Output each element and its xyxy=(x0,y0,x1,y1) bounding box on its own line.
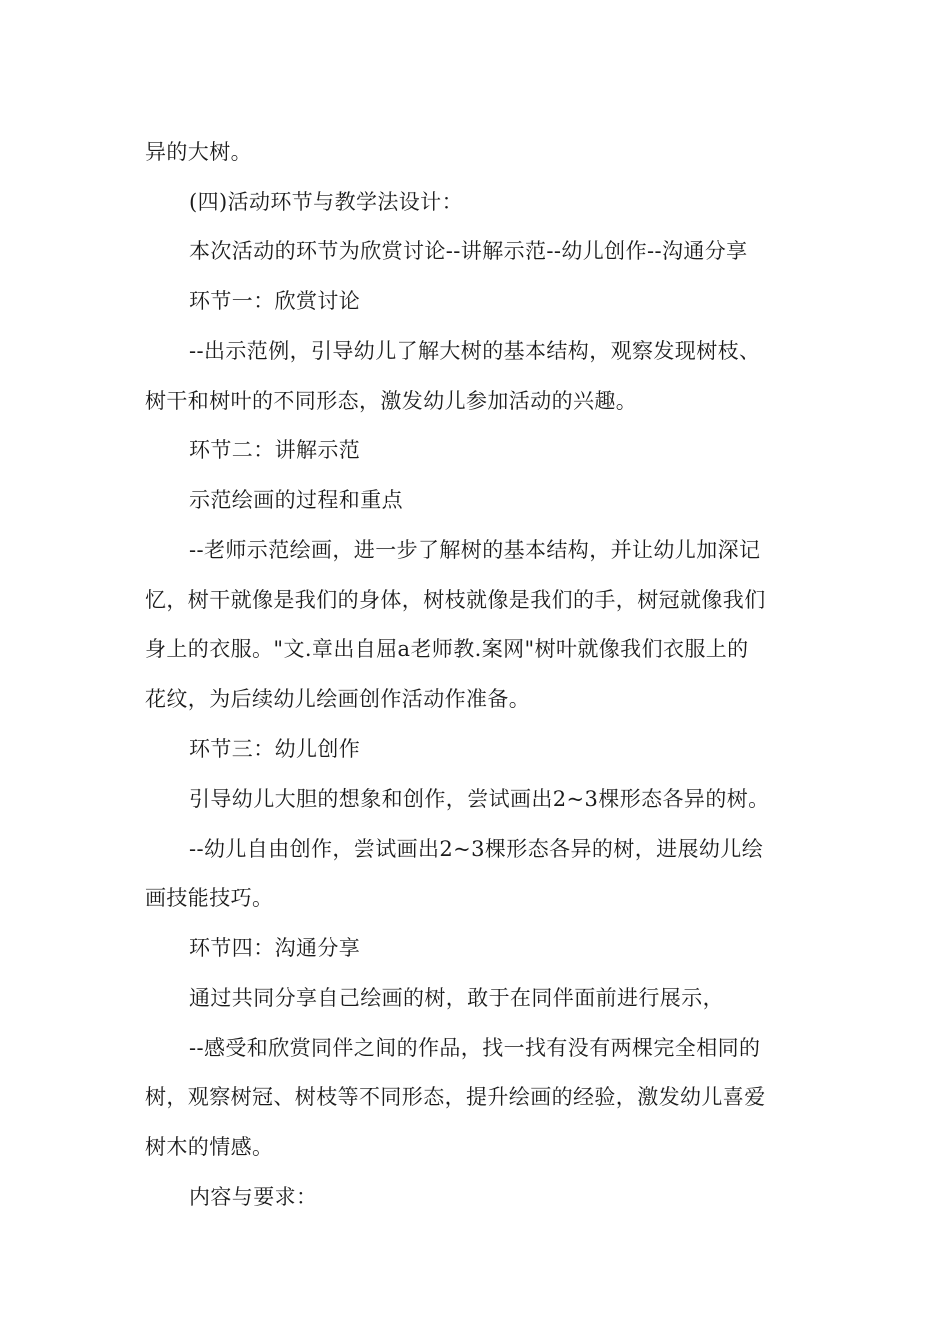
paragraph-line: 树，观察树冠、树枝等不同形态，提升绘画的经验，激发幼儿喜爱 xyxy=(145,1085,766,1109)
paragraph-line: --幼儿自由创作，尝试画出2~3棵形态各异的树，进展幼儿绘 xyxy=(189,837,764,861)
paragraph-line: 树干和树叶的不同形态，激发幼儿参加活动的兴趣。 xyxy=(145,389,638,413)
paragraph-line: --出示范例，引导幼儿了解大树的基本结构，观察发现树枝、 xyxy=(189,339,761,363)
paragraph-continuation: 异的大树。 xyxy=(145,140,252,164)
step-heading: 环节三：幼儿创作 xyxy=(189,737,361,761)
step-heading: 环节二：讲解示范 xyxy=(189,438,361,462)
paragraph-line: 树木的情感。 xyxy=(145,1135,274,1159)
paragraph-line: 引导幼儿大胆的想象和创作，尝试画出2~3棵形态各异的树。 xyxy=(189,787,770,811)
paragraph-line: 本次活动的环节为欣赏讨论--讲解示范--幼儿创作--沟通分享 xyxy=(189,239,748,263)
paragraph-line: 花纹，为后续幼儿绘画创作活动作准备。 xyxy=(145,687,531,711)
paragraph-line: --老师示范绘画，进一步了解树的基本结构，并让幼儿加深记 xyxy=(189,538,761,562)
paragraph-line: 示范绘画的过程和重点 xyxy=(189,488,403,512)
paragraph-line: 画技能技巧。 xyxy=(145,886,274,910)
paragraph-line: 通过共同分享自己绘画的树，敢于在同伴面前进行展示， xyxy=(189,986,724,1010)
paragraph-line: --感受和欣赏同伴之间的作品，找一找有没有两棵完全相同的 xyxy=(189,1036,761,1060)
section-heading: (四)活动环节与教学法设计： xyxy=(189,190,463,214)
section-heading: 内容与要求： xyxy=(189,1185,318,1209)
step-heading: 环节一：欣赏讨论 xyxy=(189,289,361,313)
paragraph-line: 身上的衣服。"文.章出自屈a老师教.案网"树叶就像我们衣服上的 xyxy=(145,637,749,661)
step-heading: 环节四：沟通分享 xyxy=(189,936,361,960)
paragraph-line: 忆，树干就像是我们的身体，树枝就像是我们的手，树冠就像我们 xyxy=(145,588,766,612)
